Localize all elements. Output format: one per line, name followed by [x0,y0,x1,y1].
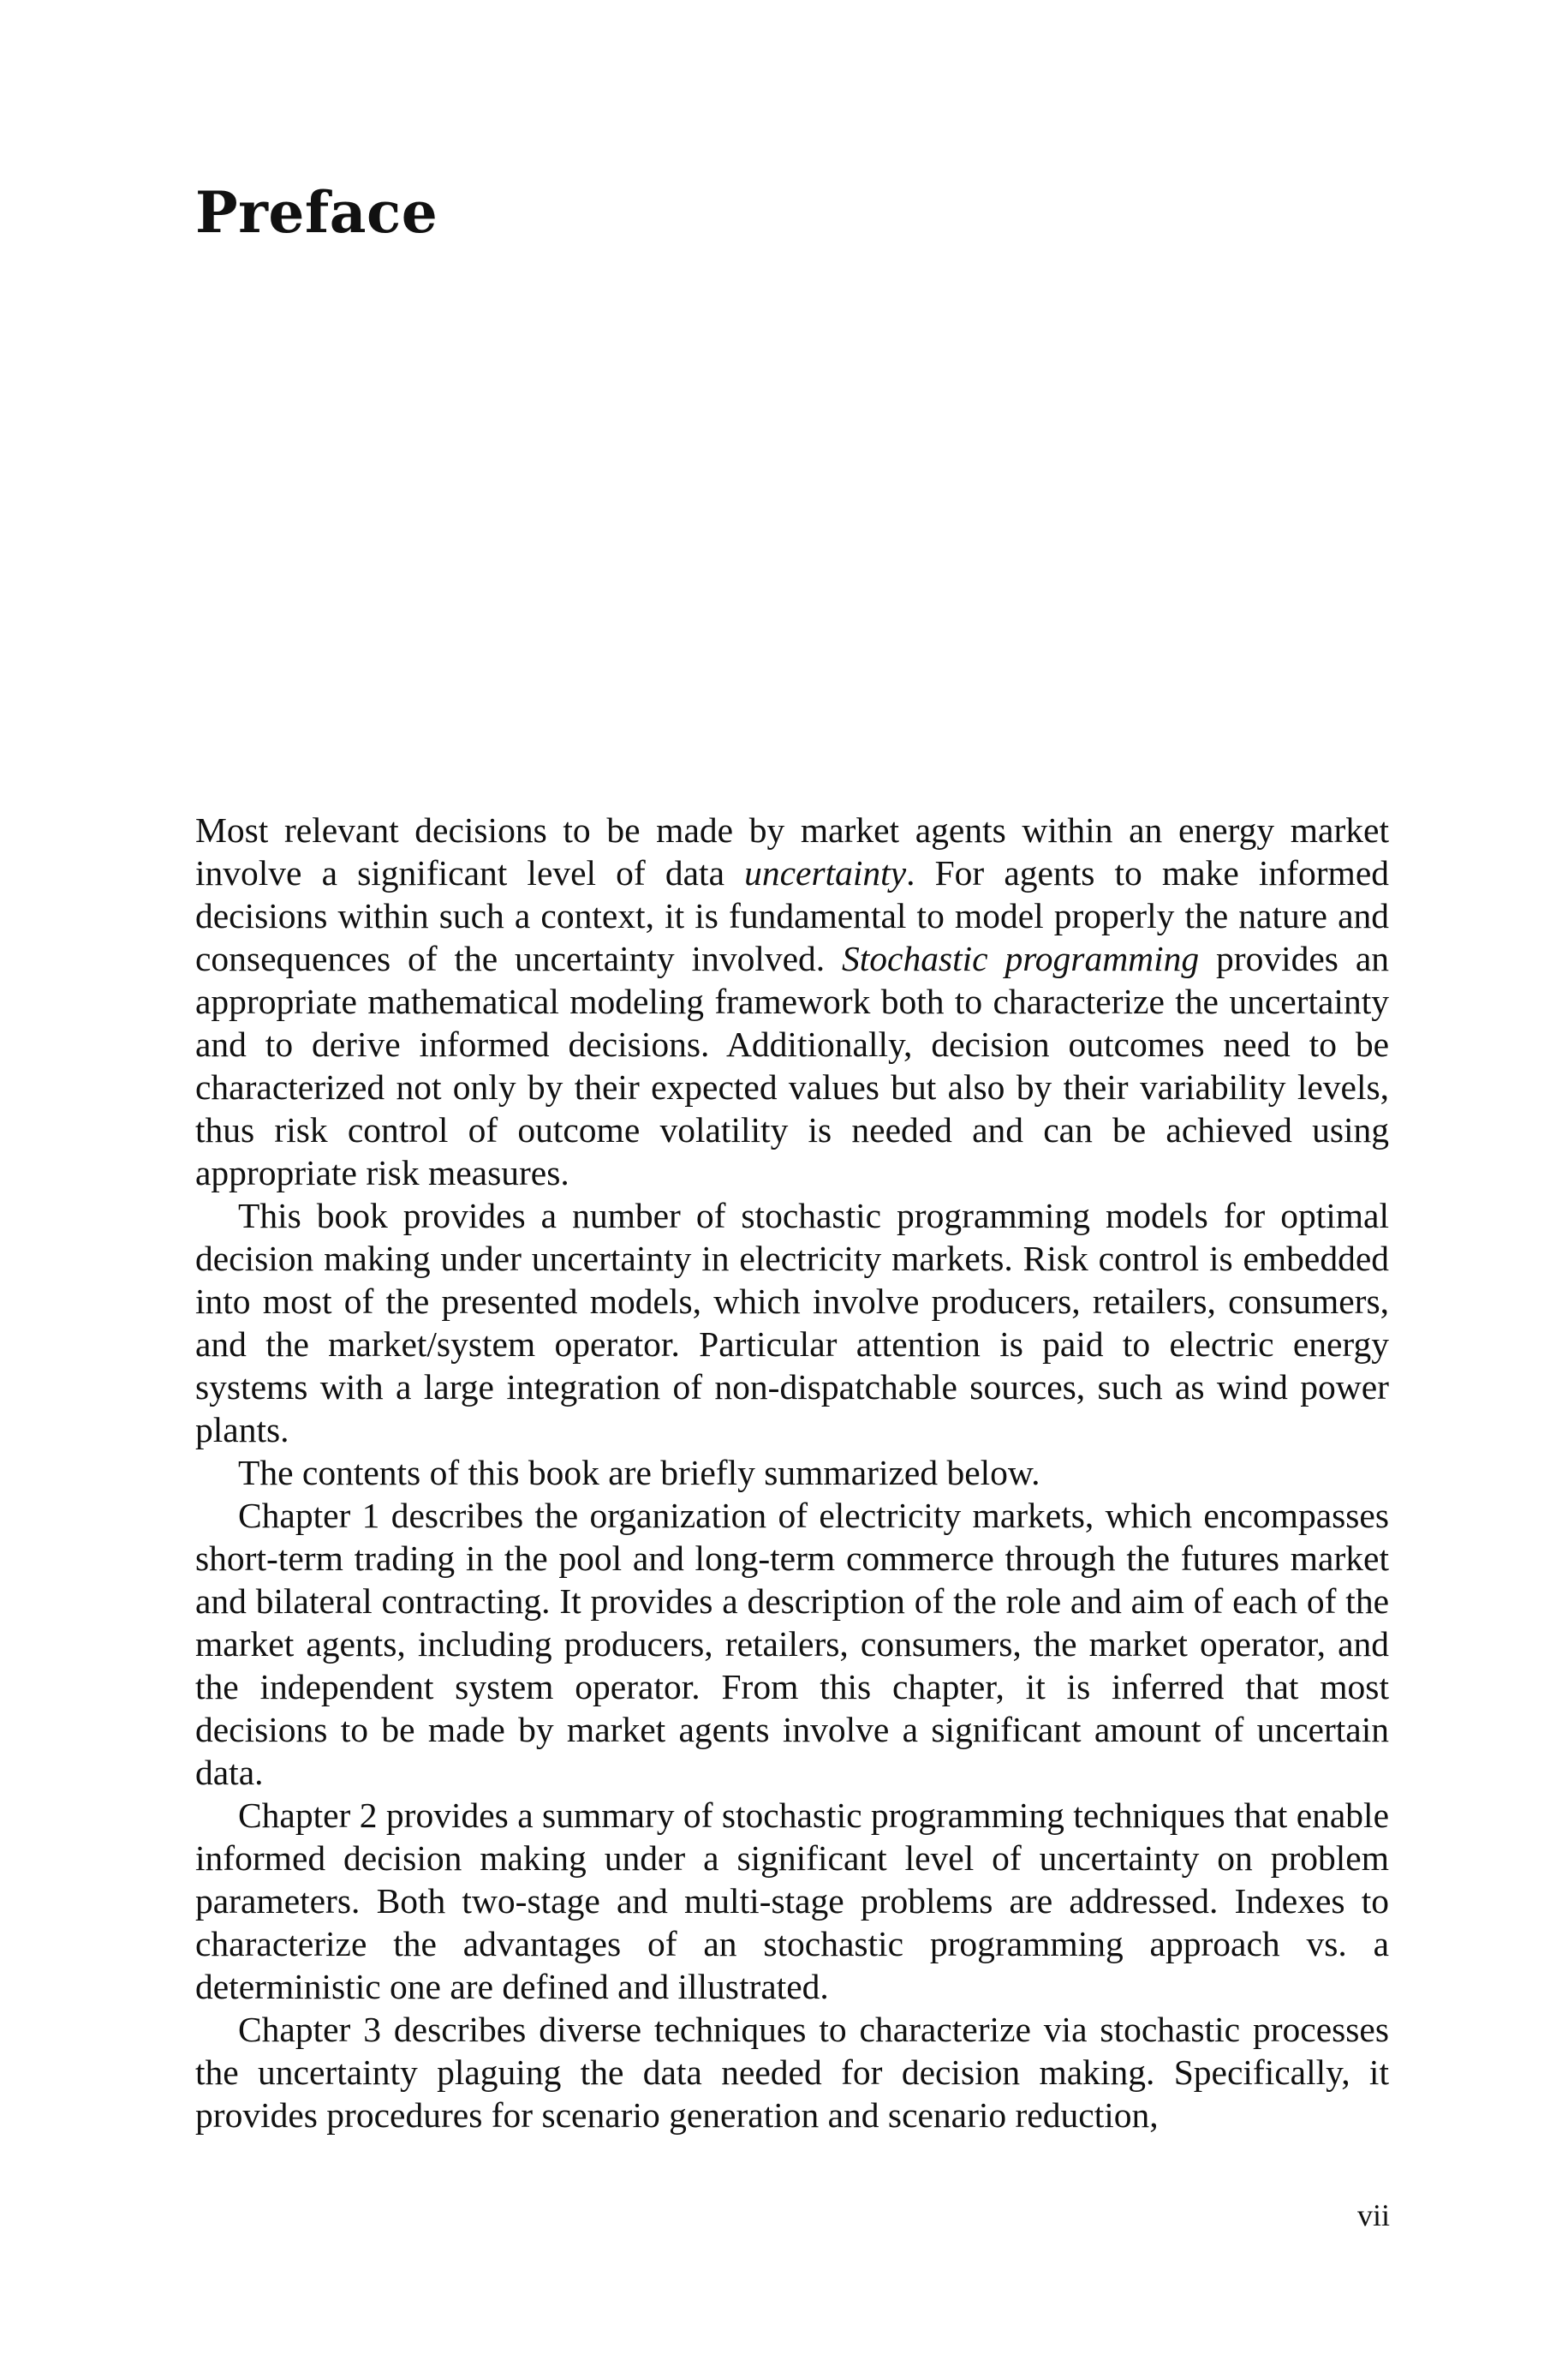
paragraph-1 [195,809,1389,1194]
page-number: vii [1356,2198,1390,2232]
emphasis-uncertainty: uncertainty [744,853,907,893]
preface-body [195,809,1389,2136]
paragraph-5: Chapter 2 provides a summary of stochastic programming techniques that enable informed decision making under a significant level of uncertainty on problem parameters. Both two-stage and multi-stage problems are addressed. Indexes to characterize the advantages of an stochastic programming approach vs. a deterministic one are defined and illustrated. [195,1795,1389,2006]
paragraph-3: The contents of this book are briefly summarized below. [238,1453,1040,1492]
page-title: Preface [195,179,438,246]
paragraph-6: Chapter 3 describes diverse techniques to characterize via stochastic processes the uncertainty plaguing the data needed for decision making. Specifically, it provides procedures for scenario generation and scenario reduction, [195,2010,1389,2135]
paragraph-1-part-a: Most relevant decisions to be made by market agents within an energy market involve a significant level of data [195,810,1389,893]
paragraph-1-part-c: . For agents to make informed decisions within such a context, it is fundamental to model properly the nature and consequences of the uncertainty involved. [195,853,1389,978]
paragraph-2: This book provides a number of stochastic programming models for optimal decision making under uncertainty in electricity markets. Risk control is embedded into most of the presented models, which involve producers, retailers, consumers, and the market/system operator. Particular attention is paid to electric energy systems with a large integration of non-dispatchable sources, such as wind power plants. [195,1196,1389,1449]
paragraph-4: Chapter 1 describes the organization of electricity markets, which encompasses short-term trading in the pool and long-term commerce through the futures market and bilateral contracting. It provides a description of the role and aim of each of the market agents, including producers, retailers, consumers, the market operator, and the independent system operator. From this chapter, it is inferred that most decisions to be made by market agents involve a significant amount of uncertain data. [195,1496,1389,1792]
paragraph-1-part-e: provides an appropriate mathematical modeling framework both to characterize the uncertainty and to derive informed decisions. Additionally, decision outcomes need to be characterized not only by their expected values but also by their variability levels, thus risk control of outcome volatility is needed and can be achieved using appropriate risk measures. [195,939,1389,1192]
emphasis-stochastic-programming: Stochastic programming [842,939,1200,978]
